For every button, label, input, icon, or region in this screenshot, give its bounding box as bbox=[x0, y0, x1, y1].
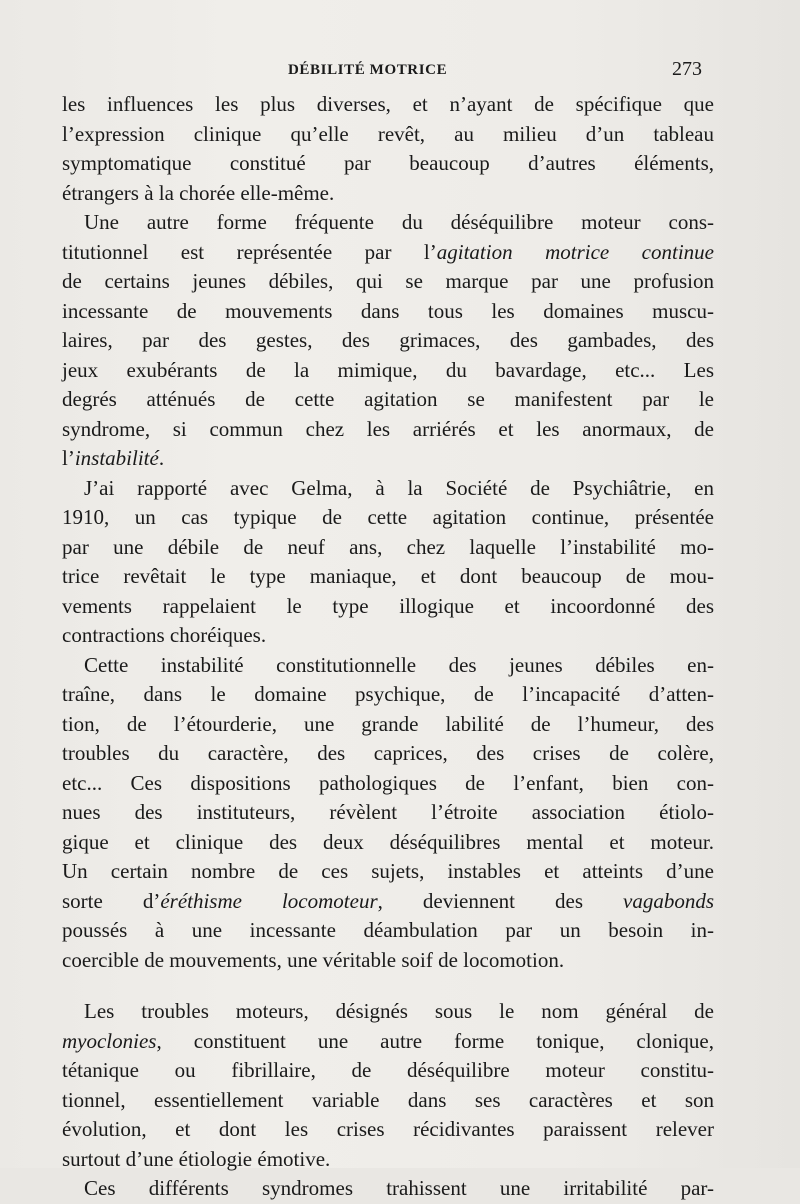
text-line: etc... Ces dispositions pathologiques de l’enfant, bien con- bbox=[62, 770, 714, 795]
text-line: tétanique ou fibrillaire, de déséquilibre moteur constitu- bbox=[62, 1058, 714, 1082]
running-title: DÉBILITÉ MOTRICE bbox=[288, 62, 448, 78]
running-head bbox=[0, 58, 800, 82]
paragraph bbox=[62, 90, 714, 208]
text-line: myoclonies, constituent une autre forme tonique, clonique, bbox=[62, 1028, 714, 1053]
text-line: par une débile de neuf ans, chez laquelle l’instabilité mo- bbox=[62, 534, 714, 559]
paragraph bbox=[62, 474, 714, 651]
text-line: troubles du caractère, des caprices, des crises de colère, bbox=[62, 741, 714, 765]
page-number: 273 bbox=[672, 58, 702, 80]
text-line: titutionnel est représentée par l’agitation motrice continue bbox=[62, 239, 714, 264]
text-line: l’expression clinique qu’elle revêt, au milieu d’un tableau bbox=[62, 121, 714, 146]
text-line: surtout d’une étiologie émotive. bbox=[62, 1146, 331, 1171]
text-line: Cette instabilité constitutionnelle des jeunes débiles en- bbox=[84, 652, 714, 677]
paragraph bbox=[62, 651, 714, 976]
text-line: J’ai rapporté avec Gelma, à la Société de Psychiâtrie, en bbox=[84, 475, 714, 500]
text-line: évolution, et dont les crises récidivantes paraissent relever bbox=[62, 1117, 714, 1141]
text-line: 1910, un cas typique de cette agitation continue, présentée bbox=[62, 505, 714, 529]
text-line: poussés à une incessante déambulation par un besoin in- bbox=[62, 918, 714, 942]
text-line: incessante de mouvements dans tous les domaines muscu- bbox=[62, 298, 714, 323]
text-line: laires, par des gestes, des grimaces, des gambades, des bbox=[62, 328, 714, 352]
text-line: nues des instituteurs, révèlent l’étroite association étiolo- bbox=[62, 800, 714, 824]
text-line: l’instabilité. bbox=[62, 446, 165, 470]
text-line: Une autre forme fréquente du déséquilibre moteur cons- bbox=[84, 210, 714, 234]
text-line: jeux exubérants de la mimique, du bavardage, etc... Les bbox=[62, 357, 714, 382]
text-line: symptomatique constitué par beaucoup d’autres éléments, bbox=[62, 151, 714, 175]
text-line: les influences les plus diverses, et n’ayant de spécifique que bbox=[62, 92, 714, 116]
paragraph bbox=[62, 208, 714, 474]
text-line: Les troubles moteurs, désignés sous le nom général de bbox=[84, 999, 714, 1023]
text-line: étrangers à la chorée elle-même. bbox=[62, 180, 335, 205]
paragraph bbox=[62, 997, 714, 1174]
text-line: de certains jeunes débiles, qui se marque par une profusion bbox=[62, 269, 714, 293]
text-line: Un certain nombre de ces sujets, instables et atteints d’une bbox=[62, 859, 714, 883]
text-line: coercible de mouvements, une véritable soif de locomotion. bbox=[62, 947, 565, 972]
text-line: degrés atténués de cette agitation se manifestent par le bbox=[62, 387, 714, 411]
text-line: syndrome, si commun chez les arriérés et les anormaux, de bbox=[62, 416, 714, 441]
paragraph-gap bbox=[62, 975, 714, 997]
paragraph bbox=[62, 1174, 714, 1204]
text-line: traîne, dans le domaine psychique, de l’incapacité d’atten- bbox=[62, 682, 714, 706]
text-line: sorte d’éréthisme locomoteur, deviennent des vagabonds bbox=[62, 888, 714, 913]
text-line: tionnel, essentiellement variable dans ses caractères et son bbox=[62, 1087, 714, 1112]
body-text bbox=[62, 90, 714, 1204]
text-line: gique et clinique des deux déséquilibres mental et moteur. bbox=[62, 829, 714, 854]
text-line: vements rappelaient le type illogique et incoordonné des bbox=[62, 593, 714, 618]
text-line: tion, de l’étourderie, une grande labilité de l’humeur, des bbox=[62, 711, 714, 736]
text-line: trice revêtait le type maniaque, et dont beaucoup de mou- bbox=[62, 564, 714, 588]
text-line: Ces différents syndromes trahissent une irritabilité par- bbox=[84, 1176, 714, 1200]
text-line: contractions choréiques. bbox=[62, 623, 267, 647]
